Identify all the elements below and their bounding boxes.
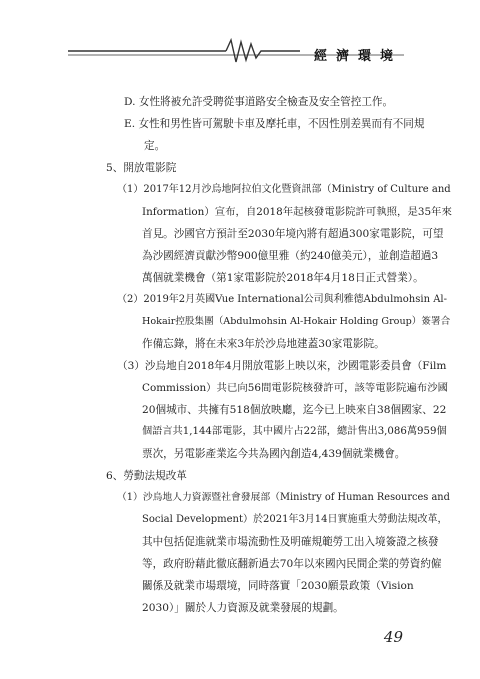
text-line: E. 女性和男性皆可駕駛卡車及摩托車，不因性別差異而有不同規 [124,118,425,130]
text-line: Hokair控股集團（Abdulmohsin Al-Hokair Holding Group）簽署合 [142,316,451,327]
text-line: 首見。沙國官方預計至2030年境內將有超過300家電影院，可望 [142,228,444,240]
text-line: 等，政府盼藉此徹底翻新過去70年以來國內民間企業的勞資約僱 [142,558,442,570]
text-line: 為沙國經濟貢獻沙幣900億里雅（約240億美元），並創造超過3 [142,250,439,262]
text-line: Social Development）於2021年3月14日實施重大勞動法規改革， [142,514,448,525]
text-line: Commission）共已向56間電影院核發許可，該等電影院遍布沙國 [142,382,448,394]
section-heading: 6、勞動法規改革 [106,470,187,482]
text-line: 2030）」關於人力資源及就業發展的規劃。 [142,602,344,614]
text-line: 關係及就業市場環境，同時落實「2030願景政策（Vision [142,580,414,592]
text-line: （3）沙烏地自2018年4月開放電影上映以來，沙國電影委員會（Film [117,360,447,372]
page-number: 49 [383,628,403,646]
text-line: 其中包括促進就業市場流動性及明確規範勞工出入境簽證之核發 [142,536,439,548]
text-line: Information）宣布，自2018年起核發電影院許可執照，是35年來 [142,206,452,218]
heartbeat-line-icon [0,36,480,76]
text-line: （1）2017年12月沙烏地阿拉伯文化暨資訊部（Ministry of Culture and [117,184,451,195]
section-header-label: 經濟環境 [314,49,403,64]
text-line: （1）沙烏地人力資源暨社會發展部（Ministry of Human Resources and [117,492,450,503]
text-line: 萬個就業機會（第1家電影院於2018年4月18日正式營業）。 [142,272,424,284]
text-line: 個語言共1,144部電影，其中國片占22部，總計售出3,086萬959個 [142,426,447,437]
text-line: 20個城市、共擁有518個放映廳，迄今已上映來自38個國家、22 [142,404,447,416]
section-heading: 5、開放電影院 [106,162,177,174]
page-header [0,36,480,76]
text-line: （2）2019年2月英國Vue International公司與利雅德Abdulmohsin Al- [117,294,447,305]
text-line: 定。 [144,140,166,152]
text-line: D. 女性將被允許受聘從事道路安全檢查及安全管控工作。 [124,96,394,108]
text-line: 作備忘錄，將在未來3年於沙烏地建蓋30家電影院。 [142,338,385,350]
text-line: 票次，另電影產業迄今共為國內創造4,439個就業機會。 [142,448,406,460]
